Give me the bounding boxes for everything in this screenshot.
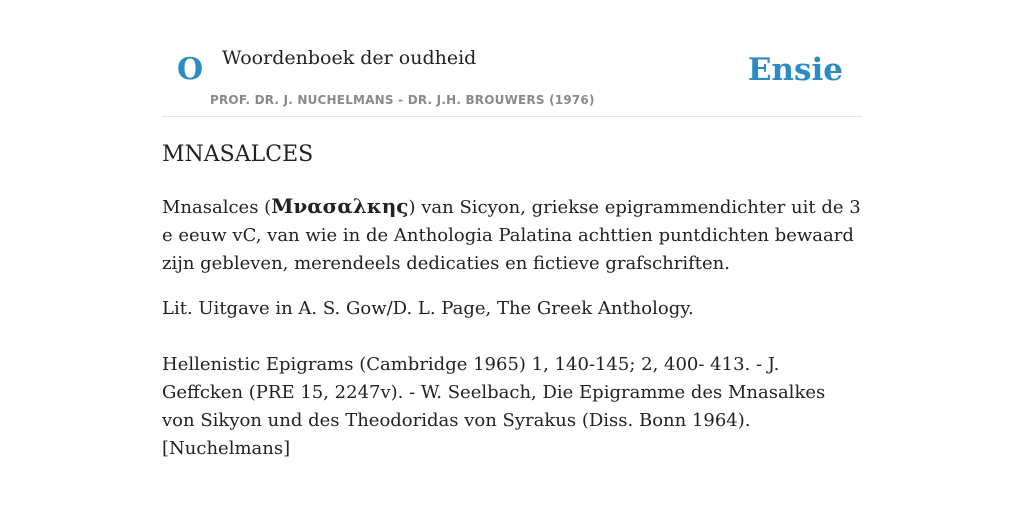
entry-paragraph-definition [162,192,862,278]
greek-name: Μνασαλκης [271,194,409,218]
index-letter[interactable]: O [177,52,204,87]
definition-text-rest: ) van Sicyon, griekse epigrammendichter uit de 3 e eeuw vC, van wie in de Anthologia Palatina achttien puntdichten bewaard zijn gebleven, merendeels dedicaties en fictieve grafschriften. [162,197,861,274]
ensie-logo[interactable]: Ensie [747,52,843,88]
definition-text-start: Mnasalces ( [162,197,272,218]
page-header [162,0,862,117]
dictionary-title[interactable]: Woordenboek der oudheid [222,47,477,69]
entry-title: MNASALCES [162,142,314,167]
entry-paragraph-literature: Lit. Uitgave in A. S. Gow/D. L. Page, The Greek Anthology. [162,298,694,319]
entry-paragraph-references: Hellenistic Epigrams (Cambridge 1965) 1, 140-145; 2, 400- 413. - J. Geffcken (PRE 15, 2247v). - W. Seelbach, Die Epigramme des Mnasalkes von Sikyon und des Theodoridas von Syrakus (Diss. Bonn 1964). [Nuchelmans] [162,354,826,459]
page-container [162,0,862,459]
dictionary-authors: PROF. DR. J. NUCHELMANS - DR. J.H. BROUWERS (1976) [210,93,595,107]
